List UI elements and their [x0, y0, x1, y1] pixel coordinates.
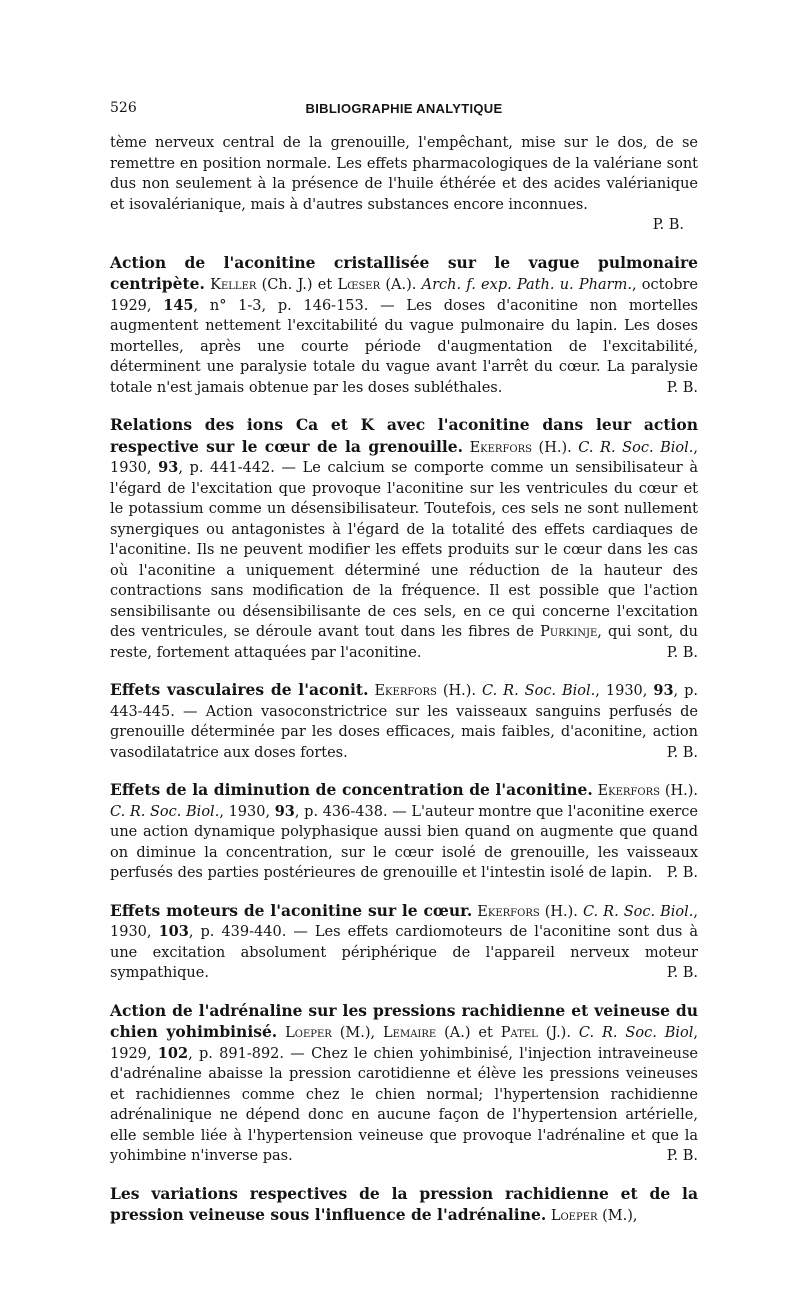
- bibliography-entry: [110, 415, 698, 663]
- entry-author-initials: (A.) et: [436, 1025, 501, 1041]
- entry-journal: C. R. Soc. Biol.: [482, 683, 596, 699]
- entry-title: Action de l'adrénaline sur les pressions rachidienne et veineuse du chien yohimbinisé.: [110, 1000, 698, 1041]
- entry-title: Effets vasculaires de l'aconit.: [110, 680, 369, 699]
- entry-author-initials: (Ch. J.) et: [256, 277, 338, 293]
- entry-body: — Les effets cardiomoteurs de l'aconitine sont dus à une excitation absolument périphérique de l'appareil nerveux moteur sympathique.: [110, 924, 698, 981]
- entry-body-end: , qui sont, du reste, fortement attaquées par l'aconitine.: [110, 624, 698, 661]
- entry-author-initials: (M.),: [331, 1025, 384, 1041]
- entry-pages: , p. 439-440.: [188, 924, 287, 940]
- bibliography-body: [110, 133, 698, 1244]
- entry-body: — Le calcium se comporte comme un sensibilisateur à l'égard de l'excitation que provoque l'aconitine sur les ventricules du cœur et le potassium comme un désensibilisateur. Toutefois, ces sels ne sont nullement synergiques ou antagonistes à l'égard de la totalité des effets cardiaques de l'aconitine. Ils ne peuvent modifier les effets produits sur le cœur dans les cas où l'aconitine a uniquement déterminé une réduction de la hauteur des contractions sans modification de la fréquence. Il est possible que l'action sensibilisante ou désensibilisante de ces sels, en ce qui concerne l'excitation des ventricules, se déroule avant tout dans les fibres de: [110, 460, 698, 640]
- entry-date: , 1929,: [110, 1025, 698, 1062]
- entry-title: Action de l'aconitine cristallisée sur le vague pulmonaire centripète.: [110, 252, 698, 293]
- entry-author: Ekerfors: [374, 683, 437, 699]
- entry-pages: , n° 1-3, p. 146-153.: [193, 297, 369, 314]
- entry-date: , octobre 1929,: [110, 277, 699, 314]
- bibliography-entry: [110, 680, 698, 763]
- entry-author-initials: (M.),: [597, 1208, 638, 1224]
- entry-signoff: P. B.: [666, 379, 698, 396]
- entry-volume: 93: [274, 802, 295, 820]
- entry-signoff: P. B.: [666, 644, 698, 661]
- entry-author: Keller: [210, 277, 257, 293]
- entry-pages: , p. 891-892.: [188, 1045, 285, 1062]
- entry-body: — Chez le chien yohimbinisé, l'injection intraveineuse d'adrénaline abaisse la pression carotidienne et élève les pressions veineuses et rachidiennes comme chez le chien normal; l'hypertension rachidienne adrénalinique ne dépend donc en aucune façon de l'hypertension artérielle, elle semble liée à l'hypertension veineuse que provoque l'adrénaline et que la yohimbine n'inverse pas.: [110, 1045, 698, 1164]
- entry-title: Les variations respectives de la pression rachidienne et de la pression veineuse sous l'influence de l'adrénaline.: [110, 1183, 698, 1224]
- entry-body: tème nerveux central de la grenouille, l'empêchant, mise sur le dos, de se remettre en position normale. Les effets pharmacologiques de la valériane sont dus non seulement à la présence de l'huile éthérée et des acides valérianique et isovalérianique, mais à d'autres substances encore inconnues.: [110, 135, 698, 213]
- entry-volume: 102: [157, 1044, 189, 1062]
- entry-author-initials: (H.).: [539, 903, 583, 920]
- entry-title: Effets moteurs de l'aconitine sur le cœur.: [110, 900, 473, 920]
- entry-journal: C. R. Soc. Biol.: [110, 803, 220, 820]
- page-header: [110, 100, 698, 120]
- entry-date: , 1930,: [110, 903, 699, 940]
- entry-signoff: P. B.: [666, 744, 698, 761]
- entry-signoff: P. B.: [666, 965, 698, 981]
- page-number: 526: [110, 100, 137, 116]
- entry-signoff: P. B.: [666, 1148, 698, 1164]
- entry-journal: Arch. f. exp. Path. u. Pharm.: [421, 277, 632, 293]
- entry-author-initials: (J.).: [537, 1025, 579, 1041]
- bibliography-entry: [110, 1001, 698, 1167]
- entry-author-initials: (H.).: [659, 783, 698, 799]
- entry-title: Relations des ions Ca et K avec l'aconitine dans leur action respective sur le cœur de la grenouille.: [110, 415, 698, 456]
- entry-author-initials: (A.).: [380, 277, 422, 293]
- entry-body: — Action vasoconstrictrice sur les vaisseaux sanguins perfusés de grenouille déterminée par les doses efficaces, mais faibles, d'aconitine, action vasodilatatrice aux doses fortes.: [110, 703, 698, 761]
- entry-author: Loeper: [285, 1025, 332, 1041]
- entry-body-name: Purkinje: [540, 624, 598, 640]
- entry-author-initials: (H.).: [436, 683, 482, 699]
- bibliography-entry: [110, 901, 698, 984]
- entry-body: — Les doses d'aconitine non mortelles augmentent nettement l'excitabilité du vague pulmonaire du lapin. Les doses mortelles, après une courte période d'augmentation de l'excitabilité, déterminent une paralysie totale du vague avant l'arrêt du cœur. La paralysie totale n'est jamais obtenue par les doses subléthales.: [110, 297, 698, 396]
- entry-author: Ekerfors: [597, 783, 660, 799]
- bibliography-entry: [110, 133, 698, 236]
- entry-signoff: P. B.: [652, 217, 684, 233]
- entry-author: Ekerfors: [477, 903, 540, 920]
- entry-author: Patel: [500, 1025, 538, 1041]
- entry-journal: C. R. Soc. Biol: [578, 1025, 694, 1041]
- entry-date: , 1930,: [110, 439, 699, 476]
- entry-signoff: P. B.: [666, 865, 698, 881]
- entry-author: Loeper: [550, 1208, 598, 1224]
- entry-journal: C. R. Soc. Biol.: [582, 903, 694, 920]
- entry-author: Ekerfors: [469, 439, 532, 456]
- entry-author: Lœser: [337, 277, 381, 293]
- entry-title: Effets de la diminution de concentration de l'aconitine.: [110, 780, 593, 799]
- bibliography-entry: [110, 780, 698, 884]
- entry-volume: 93: [158, 459, 179, 476]
- bibliography-entry: [110, 253, 698, 399]
- entry-author: Lemaire: [383, 1025, 437, 1041]
- entry-volume: 103: [158, 923, 189, 940]
- entry-volume: 93: [653, 682, 674, 699]
- entry-pages: , p. 443-445.: [110, 683, 699, 720]
- bibliography-entry: [110, 1184, 698, 1227]
- entry-pages: , p. 441-442.: [178, 460, 275, 476]
- entry-body: — L'auteur montre que l'aconitine exerce une action dynamique polyphasique aussi bien quand on augmente que quand on diminue la concentration, sur le cœur isolé de grenouille, les vaisseaux perfusés des parties postérieures de grenouille et l'intestin isolé de lapin.: [110, 803, 698, 881]
- entry-date: , 1930,: [595, 683, 654, 699]
- entry-pages: , p. 436-438.: [294, 803, 388, 820]
- entry-date: , 1930,: [219, 803, 275, 820]
- entry-volume: 145: [163, 296, 194, 314]
- entry-author-initials: (H.).: [531, 439, 579, 456]
- running-title: BIBLIOGRAPHIE ANALYTIQUE: [305, 101, 503, 116]
- entry-journal: C. R. Soc. Biol.: [578, 439, 694, 456]
